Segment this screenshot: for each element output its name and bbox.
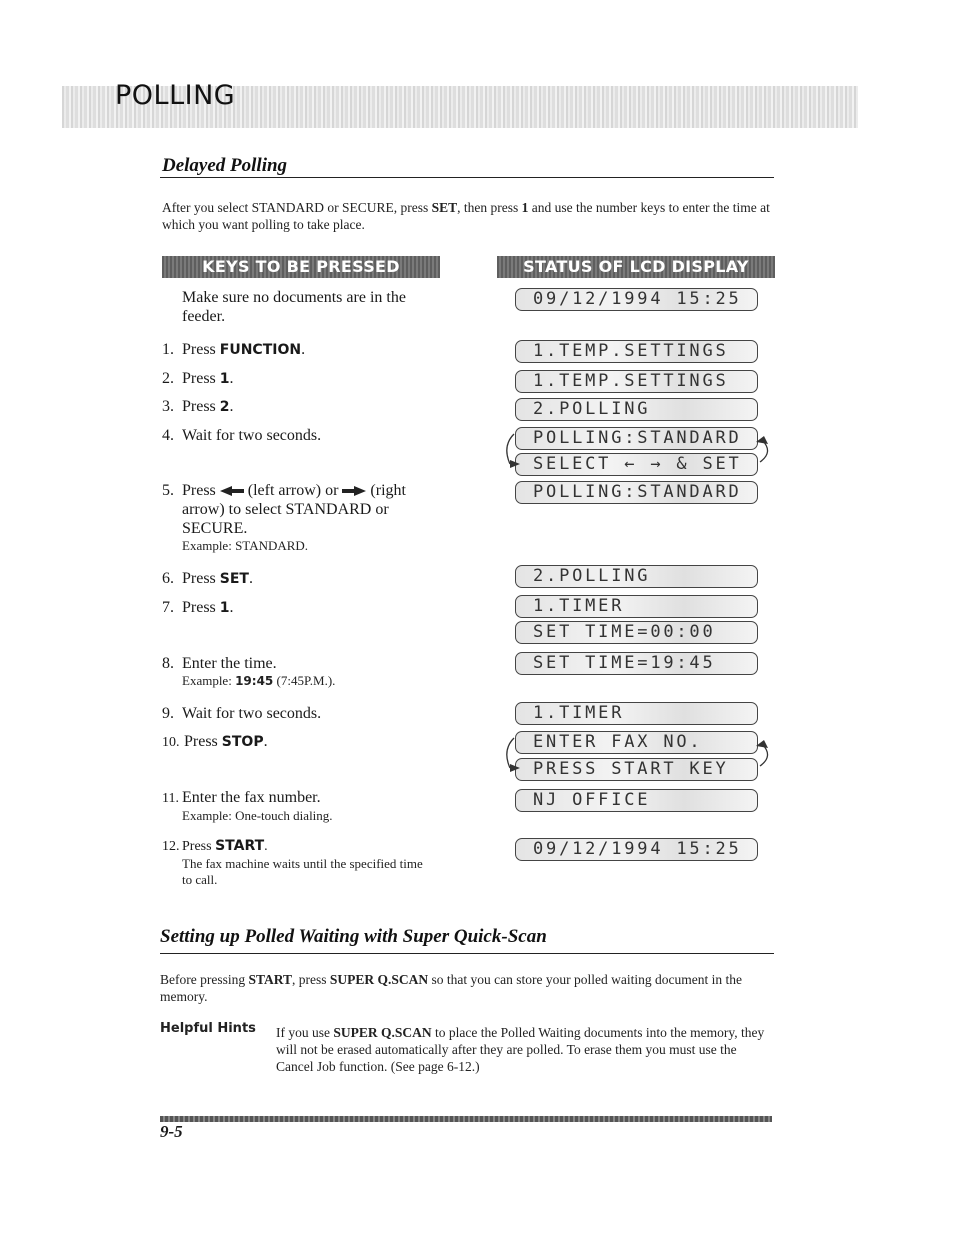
lcd-display: PRESS START KEY [515,758,758,781]
lcd-display: 09/12/1994 15:25 [515,288,758,311]
step-12: 12. Press START. The fax machine waits until the specified time to call. [162,837,432,888]
step-7: 7. Press 1. [162,599,234,616]
super-scan-paragraph: Before pressing START, press SUPER Q.SCAN so that you can store your polled waiting document in the memory. [160,972,742,1004]
lcd-display: 1.TEMP.SETTINGS [515,340,758,363]
helpful-hints-label: Helpful Hints [160,1021,256,1036]
step-prerequisite: Make sure no documents are in the feeder. [182,289,406,325]
step-12-note: The fax machine waits until the specified time to call. [182,856,423,887]
lcd-display: 1.TIMER [515,702,758,725]
lcd-display: 09/12/1994 15:25 [515,838,758,861]
lcd-display: NJ OFFICE [515,789,758,812]
step-10: 10. Press STOP. [162,733,268,750]
right-arrow-icon [342,486,366,496]
lcd-display: 1.TIMER [515,595,758,618]
page-title: POLLING [115,80,236,111]
step-5-example: Example: STANDARD. [182,538,309,553]
footer-bar [160,1116,772,1122]
lcd-display: POLLING:STANDARD [515,481,758,504]
step-11: 11. Enter the fax number. Example: One-touch dialing. [162,789,333,823]
section-rule [160,953,774,954]
left-arrow-icon [220,486,244,496]
intro-paragraph: After you select STANDARD or SECURE, press SET, then press 1 and use the number keys to enter the time at which you want polling to take place. [162,200,770,232]
step-11-example: Example: One-touch dialing. [182,808,333,823]
lcd-display: ENTER FAX NO. [515,731,758,754]
section-heading-delayed-polling: Delayed Polling [162,155,288,176]
step-8-example: Example: 19:45 (7:45P.M.). [182,673,336,688]
lcd-display: 1.TEMP.SETTINGS [515,370,758,393]
step-4: 4. Wait for two seconds. [162,427,322,444]
lcd-display: 2.POLLING [515,398,758,421]
section-rule [160,177,774,178]
keys-column-header: KEYS TO BE PRESSED [162,256,440,278]
helpful-hints-text: If you use SUPER Q.SCAN to place the Polled Waiting documents into the memory, they will not be erased automatically after they are polled. To erase them you must use the Cancel Job function. (See page 6-12.) [276,1025,765,1074]
section-heading-super-quick-scan: Setting up Polled Waiting with Super Quick-Scan [160,926,547,947]
step-1: 1. Press FUNCTION. [162,341,306,358]
lcd-display: SET TIME=00:00 [515,621,758,644]
step-5: 5. Press (left arrow) or (right arrow) to select STANDARD or SECURE. Example: STANDARD. [162,481,452,554]
step-3: 3. Press 2. [162,398,234,415]
lcd-display: SELECT ← → & SET [515,453,758,476]
step-8: 8. Enter the time. Example: 19:45 (7:45P.M.). [162,655,336,688]
lcd-display: POLLING:STANDARD [515,427,758,450]
lcd-display: SET TIME=19:45 [515,652,758,675]
step-6: 6. Press SET. [162,570,253,587]
step-2: 2. Press 1. [162,370,234,387]
cycle-arrow-icon [492,728,782,788]
cycle-arrow-icon [492,424,782,484]
step-9: 9. Wait for two seconds. [162,705,322,722]
lcd-column-header: STATUS OF LCD DISPLAY [497,256,775,278]
page-number: 9-5 [160,1122,183,1141]
lcd-display: 2.POLLING [515,565,758,588]
